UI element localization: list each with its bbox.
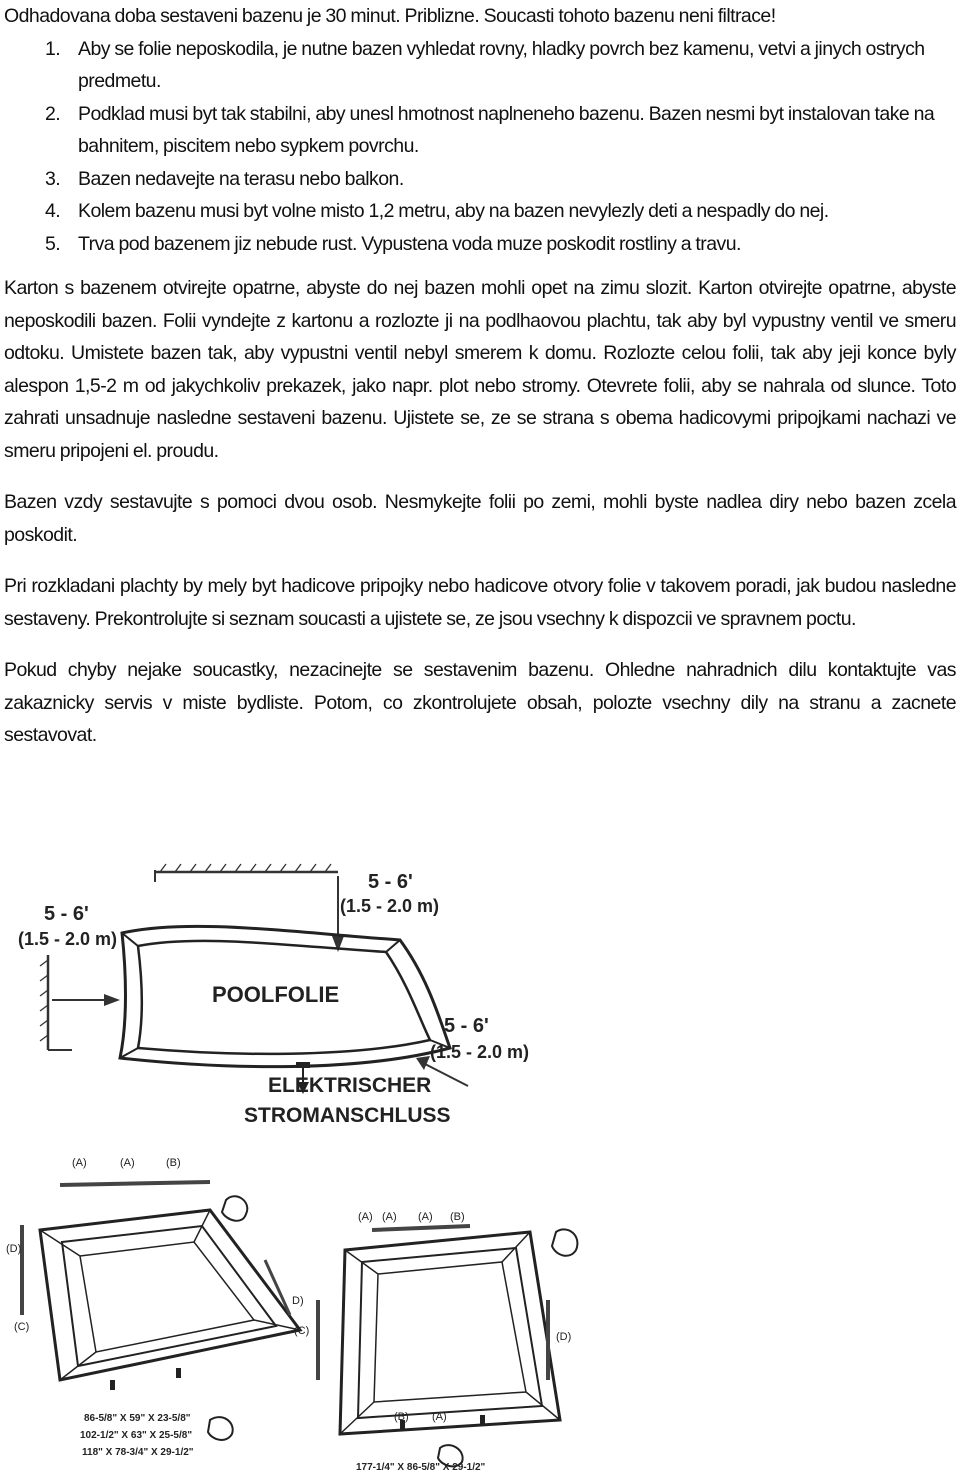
list-item: 2. Podklad musi byt tak stabilni, aby unesl hmotnost naplneneho bazenu. Bazen nesmi byt instalovan take na bahnitem, piscitem nebo sypkem povrchu. (45, 102, 935, 157)
frame-parts-diagram (6, 1157, 577, 1473)
stone-icon (222, 1196, 247, 1221)
part-label: (A) (382, 1211, 397, 1223)
size-caption: 102-1/2" X 63" X 25-5/8" (80, 1430, 193, 1441)
intro-line: Odhadovana doba sestaveni bazenu je 30 minut. Priblizne. Soucasti tohoto bazenu neni filtrace! (4, 5, 776, 27)
part-label: (A) (432, 1411, 447, 1423)
part-label: (A) (120, 1157, 135, 1169)
hose-connector (296, 1062, 310, 1068)
paragraph: Pri rozkladani plachty by mely byt hadicove pripojky nebo hadicove otvory folie v takovem poradi, jak budou nasledne sestaveny. Prekontrolujte si seznam soucasti a ujistete se, ze jsou vsechny k dispozcii ve spravnem poctu. (4, 575, 956, 630)
part-label: (C) (14, 1321, 30, 1333)
part-label: (A) (358, 1211, 373, 1223)
stone-icon (552, 1229, 577, 1255)
size-caption: 177-1/4" X 86-5/8" X 29-1/2" (356, 1462, 486, 1473)
part-label: D) (292, 1295, 304, 1307)
paragraph: Karton s bazenem otvirejte opatrne, abyste do nej bazen mohli opet na zimu slozit. Karton otvirejte opatrne, abyste neposkodili bazen. Folii vyndejte z kartonu a rozlozte ji na podlhaovou plachtu, tak aby byl vypustny ventil ve smeru odtoku. Umistete bazen tak, aby vypustni ventil nebyl smerem k domu. Rozlozte celou folii, tak aby jeji konce byly alespon 1,5-2 m od jakychkoliv prekazek, jako napr. plot nebo stromy. Otevrete folii, aby se nahrala od slunce. Toto zahrati unsadnuje nasledne sestaveni bazenu. Ujistete se, ze se strana s obema hadicovymi pripojkami nachazi ve smeru pripojeni el. proudu. (4, 277, 956, 462)
dim-right-label: 5 - 6' (444, 1015, 489, 1037)
dim-top-metric: (1.5 - 2.0 m) (340, 896, 440, 916)
pool-small-frame (22, 1182, 300, 1440)
power-label-line2: STROMANSCHLUSS (244, 1104, 451, 1127)
requirements-list (4, 33, 956, 261)
dim-left-label: 5 - 6' (44, 903, 89, 925)
pool-label: POOLFOLIE (212, 982, 340, 1007)
part-label: (B) (394, 1411, 409, 1423)
pool-large-frame (318, 1226, 577, 1466)
stone-icon (208, 1417, 233, 1440)
list-item: 5. Trva pod bazenem jiz nebude rust. Vypustena voda muze poskodit rostliny a travu. (45, 232, 741, 255)
list-item: 4. Kolem bazenu musi byt volne misto 1,2 metru, aby na bazen nevylezly deti a nespadly do nej. (45, 200, 829, 222)
part-label: (A) (418, 1211, 433, 1223)
size-caption: 86-5/8" X 59" X 23-5/8" (84, 1413, 191, 1424)
part-label: (B) (166, 1157, 181, 1169)
part-label: (B) (450, 1211, 465, 1223)
pool-layout-diagram (18, 864, 529, 1127)
part-label: (A) (72, 1157, 87, 1169)
paragraph: Bazen vzdy sestavujte s pomoci dvou osob. Nesmykejte folii po zemi, mohli byste nadlea diry nebo bazen zcela poskodit. (4, 491, 956, 546)
power-label-line1: ELEKTRISCHER (268, 1074, 432, 1097)
dim-top-label: 5 - 6' (368, 871, 413, 893)
part-label: (C) (294, 1325, 310, 1337)
pool-diagrams (0, 860, 960, 1476)
document-text (4, 0, 956, 752)
boundary-hatching (40, 864, 331, 1041)
list-item: 3. Bazen nedavejte na terasu nebo balkon. (45, 167, 404, 190)
part-label: (D) (6, 1243, 22, 1255)
size-caption: 118" X 78-3/4" X 29-1/2" (82, 1447, 194, 1458)
dim-left-metric: (1.5 - 2.0 m) (18, 929, 118, 949)
part-label: (D) (556, 1331, 572, 1343)
dim-right-metric: (1.5 - 2.0 m) (430, 1042, 530, 1062)
paragraph: Pokud chyby nejake soucastky, nezacinejte se sestavenim bazenu. Ohledne nahradnich dilu kontaktujte vas zakaznicky servis v miste bydliste. Potom, co zkontrolujete obsah, polozte vsechny dily na stranu a zacnete sestavovat. (4, 659, 956, 746)
list-item: 1. Aby se folie neposkodila, je nutne bazen vyhledat rovny, hladky povrch bez kamenu, vetvi a jinych ostrych predmetu. (45, 37, 925, 92)
